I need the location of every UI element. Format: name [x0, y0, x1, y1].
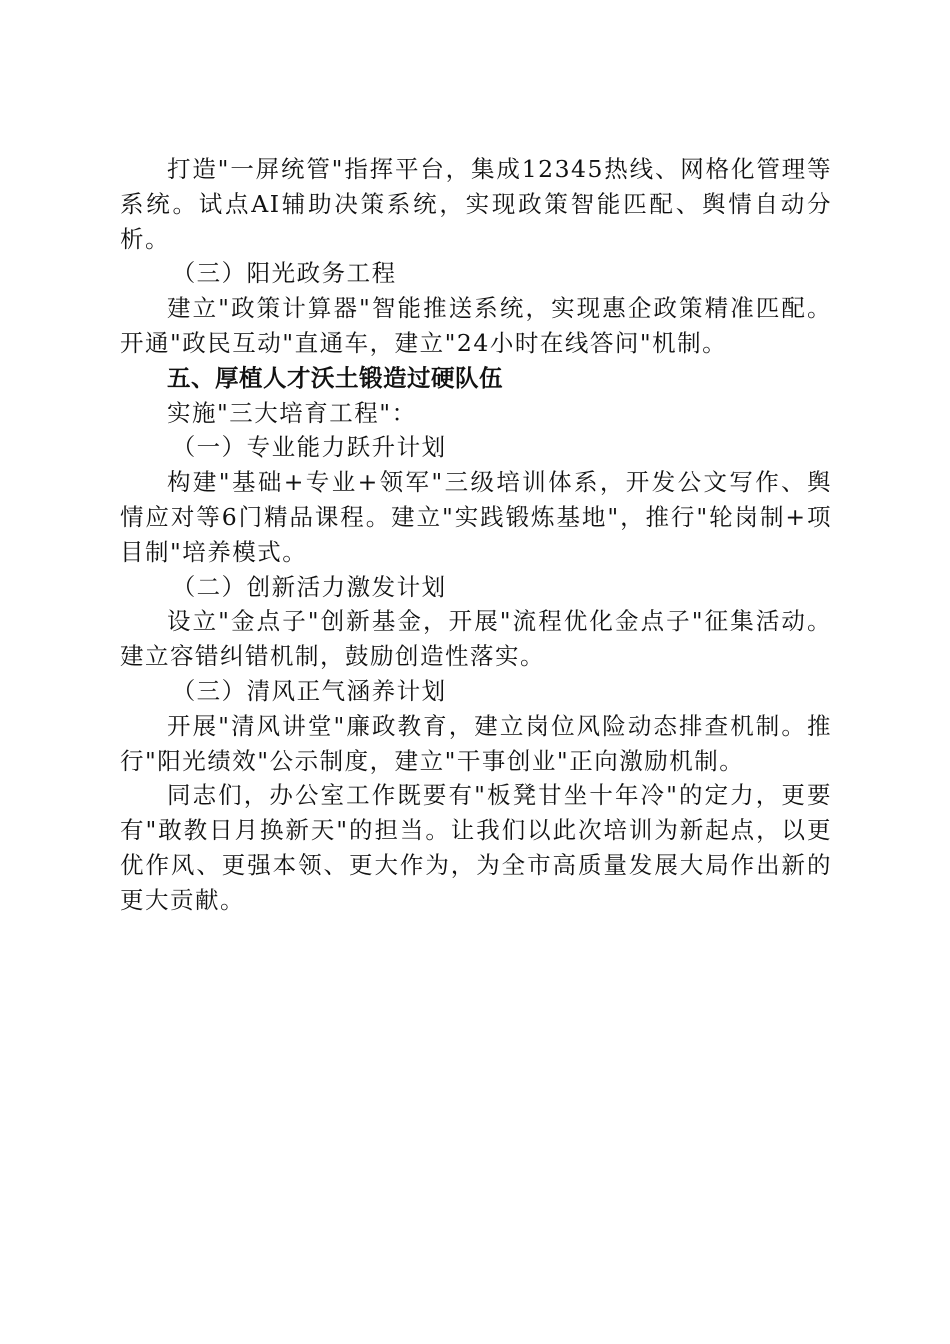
body-paragraph-training-system: 构建"基础+专业+领军"三级培训体系，开发公文写作、舆情应对等6门精品课程。建立"实践锻炼基地"，推行"轮岗制+项目制"培养模式。 [120, 468, 832, 566]
body-paragraph-integrity-education: 开展"清风讲堂"廉政教育，建立岗位风险动态排查机制。推行"阳光绩效"公示制度，建立"干事创业"正向激励机制。 [120, 711, 832, 775]
body-paragraph-closing: 同志们，办公室工作既要有"板凳甘坐十年冷"的定力，更要有"敢教日月换新天"的担当。让我们以此次培训为新起点，以更优作风、更强本领、更大作为，为全市高质量发展大局作出新的更大贡献。 [120, 781, 832, 914]
body-paragraph-three-projects: 实施"三大培育工程"： [167, 398, 417, 427]
section-heading-talent: 五、厚植人才沃土锻造过硬队伍 [167, 363, 503, 392]
body-paragraph-policy-calculator: 建立"政策计算器"智能推送系统，实现惠企政策精准匹配。开通"政民互动"直通车，建立"24小时在线答问"机制。 [120, 294, 832, 357]
subheading-integrity: （三）清风正气涵养计划 [171, 676, 447, 705]
subheading-innovation-vitality: （二）创新活力激发计划 [171, 572, 447, 601]
document-body [120, 152, 832, 918]
subheading-professional-ability: （一）专业能力跃升计划 [171, 433, 447, 462]
body-paragraph-platform: 打造"一屏统管"指挥平台，集成12345热线、网格化管理等系统。试点AI辅助决策系统，实现政策智能匹配、舆情自动分析。 [120, 155, 832, 253]
body-paragraph-innovation-fund: 设立"金点子"创新基金，开展"流程优化金点子"征集活动。建立容错纠错机制，鼓励创造性落实。 [120, 607, 832, 671]
subheading-sunshine-governance: （三）阳光政务工程 [171, 259, 397, 288]
